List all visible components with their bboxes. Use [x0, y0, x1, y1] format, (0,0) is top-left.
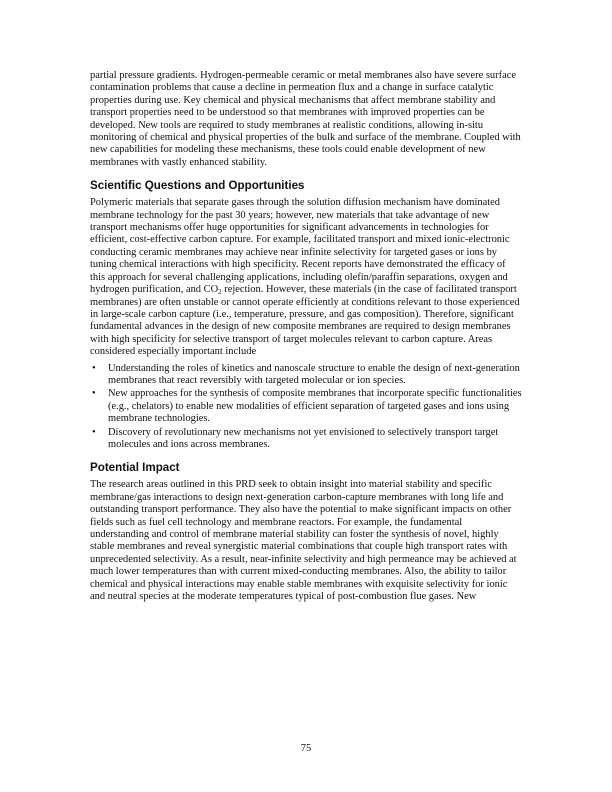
- page-content: [90, 70, 522, 603]
- paragraph-text-part-2: rejection. However, these materials (in the case of facilitated transport membranes) are often unstable or cannot operate efficiently at conditions relevant to those experienced in large-scale carbon capture (i.e., temperature, pressure, and gas composition). Therefore, significant fundamental advances in the design of new composite membranes are required to design membranes with high specificity for selective transport of target molecules relevant to carbon capture. Areas considered especially important include: [90, 284, 520, 358]
- intro-paragraph: partial pressure gradients. Hydrogen-permeable ceramic or metal membranes also have severe surface contamination problems that cause a decline in permeation flux and a change in surface catalytic properties during use. Key chemical and physical mechanisms that affect membrane stability and transport properties need to be understood so that membranes with improved properties can be developed. New tools are required to study membranes at realistic conditions, allowing in-situ monitoring of chemical and physical properties of the bulk and surface of the membrane. Coupled with new capabilities for modeling these mechanisms, these tools could enable development of new membranes with vastly enhanced stability.: [90, 70, 521, 168]
- bullet-icon: •: [92, 362, 96, 374]
- list-item: [90, 363, 522, 388]
- list-item-text: Discovery of revolutionary new mechanisms not yet envisioned to selectively transport target molecules and ions across membranes.: [108, 426, 499, 450]
- section-heading-scientific-questions: Scientific Questions and Opportunities: [90, 179, 305, 193]
- paragraph-text-part-1: Polymeric materials that separate gases through the solution diffusion mechanism have dominated membrane technology for the past 30 years; however, new materials that take advantage of new transport mechanisms offer huge opportunities for significant advancements in technologies for efficient, cost-effective carbon capture. For example, facilitated transport and mixed ionic-electronic conducting ceramic membranes may achieve near infinite selectivity for targeted gases or ions by tuning chemical interactions with high specificity. Recent reports have demonstrated the efficacy of this approach for several challenging applications, including olefin/paraffin separations, oxygen and hydrogen purification, and CO: [90, 197, 510, 296]
- bullet-icon: •: [92, 388, 96, 400]
- list-item-text: New approaches for the synthesis of composite membranes that incorporate specific functionalities (e.g., chelators) to enable new modalities of efficient separation of targeted gases and ions using membrane technologies.: [108, 388, 522, 425]
- page-number: 75: [300, 743, 312, 754]
- section-heading-potential-impact: Potential Impact: [90, 461, 180, 475]
- bullet-icon: •: [92, 426, 96, 438]
- list-item: [90, 427, 522, 452]
- list-item-text: Understanding the roles of kinetics and nanoscale structure to enable the design of next-generation membranes that react reversibly with targeted molecular or ion species.: [108, 362, 520, 386]
- scientific-questions-paragraph: [90, 197, 522, 358]
- list-item: [90, 388, 522, 425]
- important-areas-list: [90, 363, 522, 452]
- co2-subscript: 2: [218, 288, 222, 297]
- potential-impact-paragraph: The research areas outlined in this PRD seek to obtain insight into material stability and specific membrane/gas interactions to design next-generation carbon-capture membranes with long life and outstanding transport performance. They also have the potential to make significant impacts on other fields such as fuel cell technology and membrane reactors. For example, the fundamental understanding and control of membrane material stability can foster the synthesis of novel, highly stable membranes and reveal synergistic material combinations that couple high transport rates with unprecedented selectivity. As a result, near-infinite selectivity and high permeance may be achieved at much lower temperatures than with current mixed-conducting membranes. Also, the ability to tailor chemical and physical interactions may enable stable membranes with exquisite selectivity for ionic and neutral species at the moderate temperatures typical of post-combustion flue gases. New: [90, 479, 517, 603]
